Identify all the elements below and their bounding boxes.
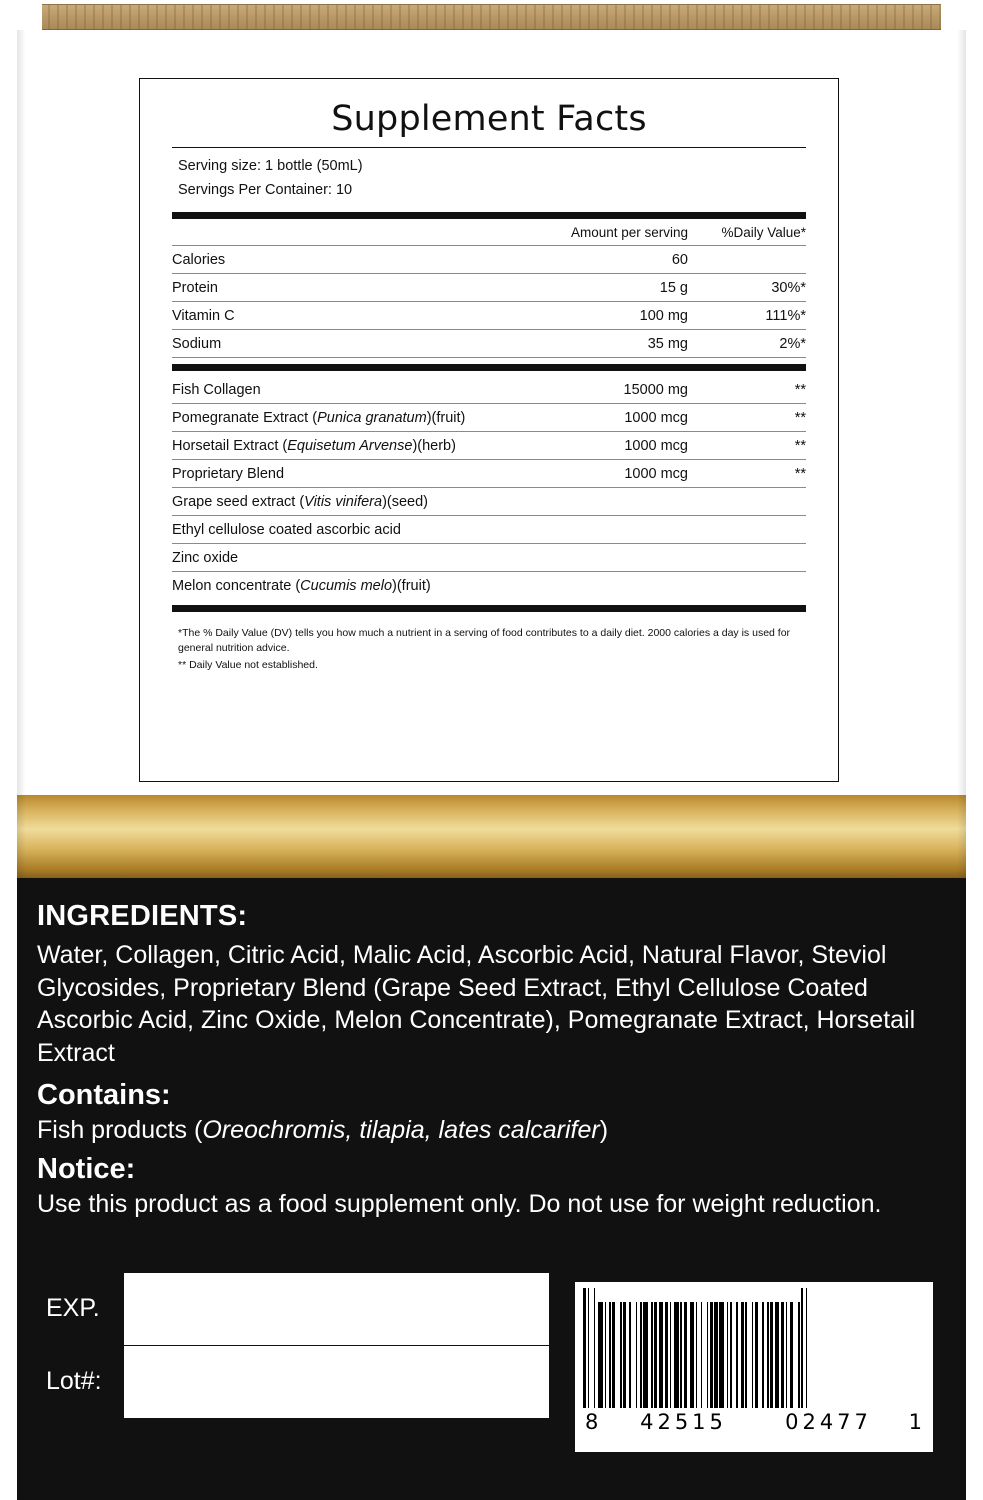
blend-amount xyxy=(518,515,688,543)
header-daily-value: %Daily Value* xyxy=(688,219,806,246)
ingredient-dv: ** xyxy=(688,376,806,404)
table-row-blend xyxy=(172,543,806,571)
nutrition-table xyxy=(172,219,806,617)
blend-ingredient-name: Melon concentrate (Cucumis melo)(fruit) xyxy=(172,577,431,594)
blend-dv xyxy=(688,487,806,515)
ingredient-name: Pomegranate Extract (Punica granatum)(fruit) xyxy=(172,403,518,431)
nutrient-amount: 35 mg xyxy=(518,329,688,357)
blend-ingredient-name: Grape seed extract (Vitis vinifera)(seed) xyxy=(172,487,518,515)
nutrient-dv xyxy=(688,245,806,273)
table-row-blend xyxy=(172,571,806,599)
ingredient-dv: ** xyxy=(688,459,806,487)
supplement-facts-title: Supplement Facts xyxy=(331,99,647,139)
package-edge-shade-right xyxy=(957,30,966,1500)
barcode-digits-group2: 02477 xyxy=(785,1410,872,1434)
table-header-row xyxy=(172,219,806,246)
nutrient-name: Calories xyxy=(172,245,518,273)
nutrient-name: Protein xyxy=(172,273,518,301)
blend-amount xyxy=(518,571,688,599)
table-row xyxy=(172,459,806,487)
nutrient-dv: 30%* xyxy=(688,273,806,301)
exp-label: EXP. xyxy=(46,1294,100,1322)
blend-dv xyxy=(688,543,806,571)
nutrient-amount: 15 g xyxy=(518,273,688,301)
barcode-digit-left: 8 xyxy=(585,1410,600,1434)
barcode-bar xyxy=(807,1288,812,1408)
gold-band xyxy=(0,795,983,880)
nutrient-dv: 2%* xyxy=(688,329,806,357)
barcode-digit-right: 1 xyxy=(908,1410,923,1434)
lot-label: Lot#: xyxy=(46,1367,102,1395)
cardboard-flap xyxy=(30,4,960,30)
notice-heading: Notice: xyxy=(37,1153,136,1185)
ingredient-dv: ** xyxy=(688,431,806,459)
barcode xyxy=(575,1282,933,1452)
blend-ingredient-name: Ethyl cellulose coated ascorbic acid xyxy=(172,515,518,543)
barcode-digits xyxy=(583,1408,925,1434)
footnote-dv-not-established: ** Daily Value not established. xyxy=(178,659,318,672)
blend-amount xyxy=(518,543,688,571)
supplement-facts-panel xyxy=(139,78,839,782)
nutrient-name: Sodium xyxy=(172,329,518,357)
nutrient-dv: 111%* xyxy=(688,301,806,329)
ingredient-name: Proprietary Blend xyxy=(172,459,518,487)
blend-dv xyxy=(688,571,806,599)
ingredient-name: Horsetail Extract (Equisetum Arvense)(herb) xyxy=(172,431,518,459)
ingredients-body: Water, Collagen, Citric Acid, Malic Acid, Ascorbic Acid, Natural Flavor, Steviol Glycosides, Proprietary Blend (Grape Seed Extract, Ethyl Cellulose Coated Ascorbic Acid, Zinc Oxide, Melon Concentrate), Pomegranate Extract, Horsetail Extract xyxy=(37,941,916,1067)
divider-thick-mid xyxy=(172,357,806,376)
servings-per-container-text: Servings Per Container: 10 xyxy=(178,182,353,199)
header-blank xyxy=(172,219,518,246)
package-edge-shade-left xyxy=(17,30,26,1500)
nutrient-amount: 100 mg xyxy=(518,301,688,329)
table-row-blend xyxy=(172,515,806,543)
table-row xyxy=(172,431,806,459)
code-block xyxy=(46,1272,566,1418)
blend-ingredient-name: Zinc oxide xyxy=(172,543,518,571)
footnote-daily-value: *The % Daily Value (DV) tells you how much a nutrient in a serving of food contributes to a daily diet. 2000 calories a day is used for general nutrition advice. xyxy=(178,626,791,655)
ingredient-name: Fish Collagen xyxy=(172,376,518,404)
table-row xyxy=(172,301,806,329)
table-row xyxy=(172,376,806,404)
ingredients-heading: INGREDIENTS: xyxy=(37,900,248,932)
blend-amount xyxy=(518,487,688,515)
table-row xyxy=(172,273,806,301)
ingredient-amount: 1000 mcg xyxy=(518,403,688,431)
table-row xyxy=(172,245,806,273)
header-amount-per-serving: Amount per serving xyxy=(518,219,688,246)
nutrient-amount: 60 xyxy=(518,245,688,273)
notice-body: Use this product as a food supplement only. Do not use for weight reduction. xyxy=(37,1190,882,1218)
package-edge-left xyxy=(0,0,17,1500)
serving-size-text: Serving size: 1 bottle (50mL) xyxy=(178,158,363,174)
contains-body: Fish products (Oreochromis, tilapia, lates calcarifer) xyxy=(37,1116,609,1144)
barcode-digits-group1: 42515 xyxy=(640,1410,727,1434)
table-row-blend xyxy=(172,487,806,515)
table-row xyxy=(172,329,806,357)
package-edge-right xyxy=(966,0,983,1500)
blend-dv xyxy=(688,515,806,543)
divider-thick-bottom xyxy=(172,599,806,617)
barcode-bars xyxy=(583,1288,925,1408)
exp-row xyxy=(46,1272,566,1345)
ingredient-amount: 1000 mcg xyxy=(518,431,688,459)
exp-value-field[interactable] xyxy=(124,1273,549,1345)
divider-thick-top xyxy=(172,212,806,219)
contains-heading: Contains: xyxy=(37,1079,171,1111)
lot-row xyxy=(46,1345,566,1418)
table-row xyxy=(172,403,806,431)
ingredient-amount: 15000 mg xyxy=(518,376,688,404)
ingredients-section xyxy=(37,900,947,1219)
ingredient-dv: ** xyxy=(688,403,806,431)
ingredient-amount: 1000 mcg xyxy=(518,459,688,487)
nutrient-name: Vitamin C xyxy=(172,301,518,329)
lot-value-field[interactable] xyxy=(124,1346,549,1418)
